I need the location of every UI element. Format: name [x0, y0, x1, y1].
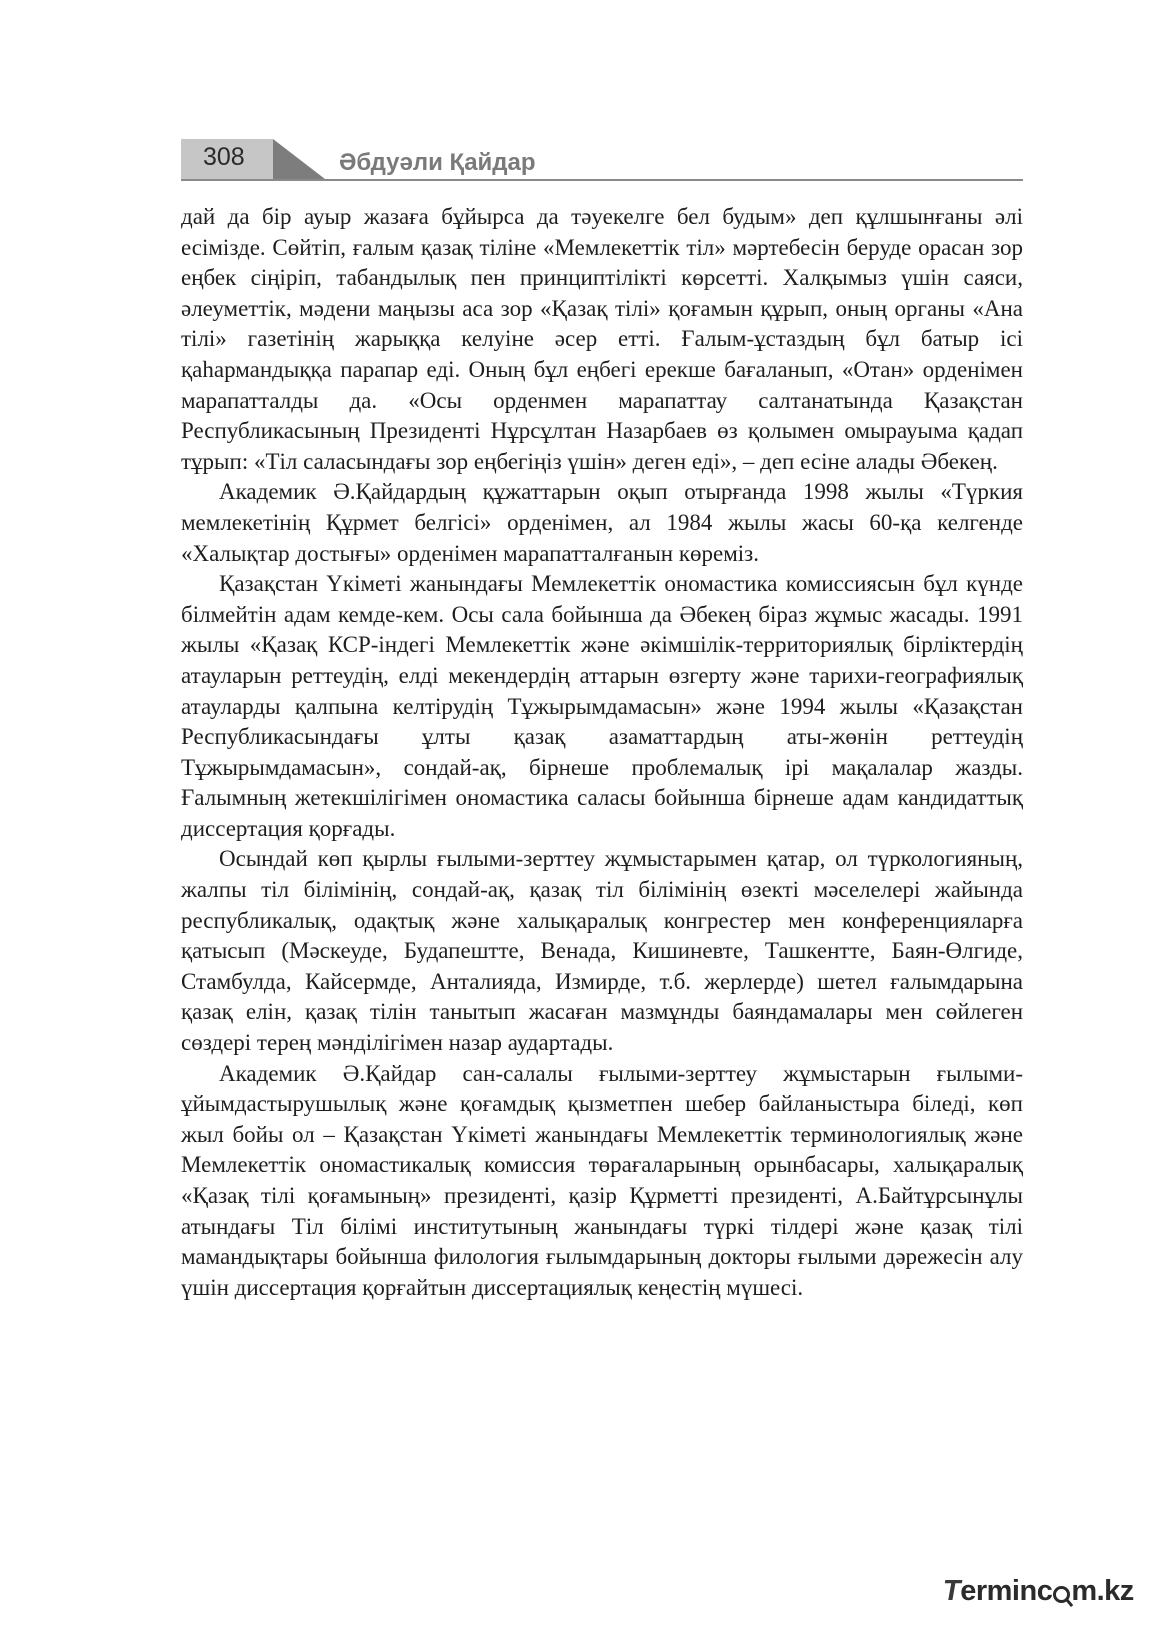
paragraph-3: Қазақстан Үкіметі жанындағы Мемлекеттік ономастика комиссиясын бұл күнде білмейтін адам кемде-кем. Осы сала бойынша да Әбекең біраз жұмыс жасады. 1991 жылы «Қазақ КСР-індегі Мемлекеттік және әкімшілік-территориялық бірліктердің атауларын реттеудің, елді мекендердің аттарын өзгерту және тарихи-географиялық атауларды қалпына келтірудің Тұжырымдамасын» және 1994 жылы «Қазақстан Республикасындағы ұлты қазақ азаматтардың аты-жөнін реттеудің Тұжырымдамасын», сондай-ақ, бірнеше проблемалық ірі мақалалар жазды. Ғалымның жетекшілігімен ономастика саласы бойынша бірнеше адам кандидаттық диссертация қорғады.	[181, 571, 1023, 841]
page-number-tab	[181, 139, 273, 179]
running-header-author: Әбдуәли Қайдар	[339, 149, 536, 176]
terminkom-watermark-logo	[940, 1575, 1143, 1619]
header-tab-triangle	[273, 139, 325, 179]
paragraph-4: Осындай көп қырлы ғылыми-зерттеу жұмыстарымен қатар, ол түркологияның, жалпы тіл білімінің, сондай-ақ, қазақ тіл білімінің өзекті мәселелері жайында республикалық, одақтық және халықаралық конгрестер мен конференцияларға қатысып (Мәскеуде, Будапештте, Венада, Кишиневте, Ташкентте, Баян-Өлгиде, Стамбулда, Кайсермде, Анталияда, Измирде, т.б. жерлерде) шетел ғалымдарына қазақ елін, қазақ тілін танытып жасаған мазмұнды баяндамалары мен сөйлеген сөздері терең мәнділігімен назар аудартады.	[181, 846, 1023, 1056]
magnifier-icon	[1053, 1586, 1070, 1603]
paragraph-2: Академик Ә.Қайдардың құжаттарын оқып отырғанда 1998 жылы «Түркия мемлекетінің Құрмет белгісі» орденімен, ал 1984 жылы жасы 60-қа келгенде «Халықтар достығы» орденімен марапатталғанын көреміз.	[181, 479, 1023, 566]
watermark-text-a: erminc	[960, 1575, 1053, 1607]
page-number: 308	[203, 143, 245, 171]
watermark-text-b: m.kz	[1071, 1575, 1134, 1607]
paragraph-5: Академик Ә.Қайдар сан-салалы ғылыми-зерттеу жұмыстарын ғылыми-ұйымдастырушылық және қоғамдық қызметпен шебер байланыстыра біледі, көп жыл бойы ол – Қазақстан Үкіметі жанындағы Мемлекеттік терминологиялық және Мемлекеттік ономастикалық комиссия төрағаларының орынбасары, халықаралық «Қазақ тілі қоғамының» президенті, қазір Құрметті президенті, А.Байтұрсынұлы атындағы Тіл білімі институтының жанындағы түркі тілдері және қазақ тілі мамандықтары бойынша филология ғылымдарының докторы ғылыми дәрежесін алу үшін диссертация қорғайтын диссертациялық кеңестің мүшесі.	[181, 1060, 1023, 1300]
running-header	[181, 137, 1023, 187]
watermark-letter-t: T	[940, 1575, 964, 1607]
header-rule	[181, 179, 1023, 181]
paragraph-1: дай да бір ауыр жазаға бұйырса да тәуекелге бел будым» деп құлшынғаны әлі есімізде. Сөйтіп, ғалым қазақ тіліне «Мемлекеттік тіл» мәртебесін беруде орасан зор еңбек сіңіріп, табандылық пен принциптілікті көрсетті. Халқымыз үшін саяси, әлеуметтік, мәдени маңызы аса зор «Қазақ тілі» қоғамын құрып, оның органы «Ана тілі» газетінің жарыққа келуіне әсер етті. Ғалым-ұстаздың бұл батыр ісі қаһармандыққа парапар еді. Оның бұл еңбегі ерекше бағаланып, «Отан» орденімен марапатталды да. «Осы орденмен марапаттау салтанатында Қазақстан Республикасының Президенті Нұрсұлтан Назарбаев өз қолымен омырауыма қадап тұрып: «Тіл саласындағы зор еңбегіңіз үшін» деген еді», – деп есіне алады Әбекең.	[181, 204, 1023, 474]
body-text	[181, 202, 1023, 1303]
